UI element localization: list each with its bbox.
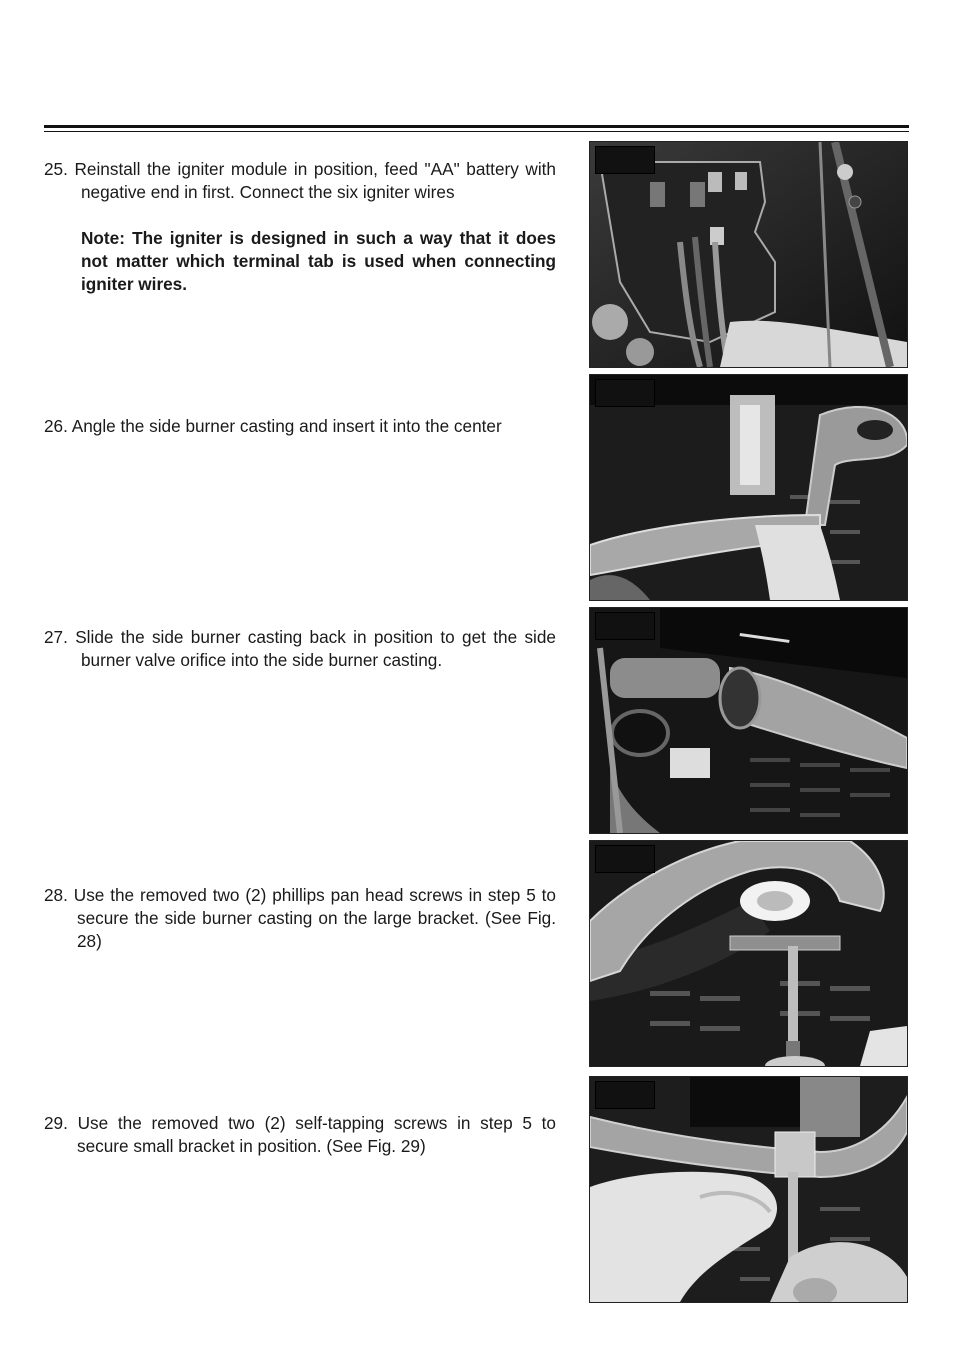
photo-side-burner-angle [589, 374, 908, 601]
step-29 [44, 1112, 556, 1158]
step-text: Angle the side burner casting and insert it into the center [71, 416, 502, 436]
step-number: 28. [44, 885, 68, 905]
figure-label-tag [595, 1081, 655, 1109]
step-number: 25. [44, 159, 68, 179]
header-rule-thin [44, 131, 909, 132]
step-note: Note: The igniter is designed in such a way that it does not matter which terminal tab is used when connecting igniter wires. [81, 228, 556, 294]
step-text: Use the removed two (2) phillips pan head screws in step 5 to secure the side burner casting on the large bracket. (See Fig. 28) [73, 885, 556, 951]
step-text: Reinstall the igniter module in position, feed "AA" battery with negative end in first. Connect the six igniter wires [74, 159, 556, 202]
step-28 [44, 884, 556, 953]
step-number: 26. [44, 416, 68, 436]
figure-label-tag [595, 612, 655, 640]
step-text: Slide the side burner casting back in position to get the side burner valve orifice into the side burner casting. [75, 627, 556, 670]
photo-small-bracket-screws [589, 1076, 908, 1303]
step-25 [44, 158, 556, 296]
photo-side-burner-slide [589, 607, 908, 834]
step-number: 29. [44, 1113, 68, 1133]
header-rule [44, 125, 909, 128]
step-text: Use the removed two (2) self-tapping screws in step 5 to secure small bracket in position. (See Fig. 29) [77, 1113, 556, 1156]
figure-label-tag [595, 146, 655, 174]
photo-large-bracket-screws [589, 840, 908, 1067]
photo-igniter-module [589, 141, 908, 368]
step-26 [44, 415, 556, 438]
step-number: 27. [44, 627, 68, 647]
figure-label-tag [595, 379, 655, 407]
step-27 [44, 626, 556, 672]
figure-label-tag [595, 845, 655, 873]
